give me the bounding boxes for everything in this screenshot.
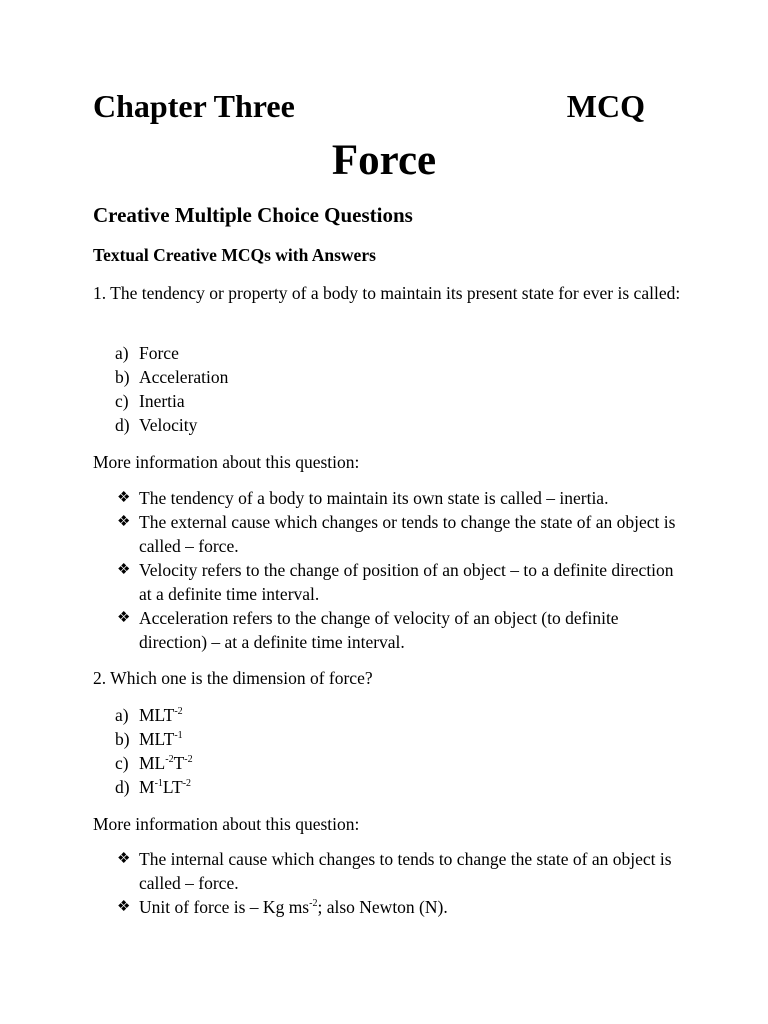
diamond-bullet-icon: ❖ — [117, 490, 131, 506]
mcq-label: MCQ — [566, 88, 645, 124]
formula-exponent: -2 — [184, 754, 193, 765]
diamond-bullet-icon: ❖ — [117, 899, 131, 915]
option-item — [93, 727, 683, 751]
formula-exponent: -1 — [154, 778, 163, 789]
note-text-part: Unit of force is – Kg ms — [139, 897, 310, 917]
option-item — [93, 751, 683, 775]
question-1-notes — [93, 486, 683, 654]
formula-exponent: -1 — [174, 730, 183, 741]
note-text: The external cause which changes or tends to change the state of an object is called – force. — [139, 512, 676, 556]
diamond-bullet-icon: ❖ — [117, 610, 131, 626]
option-letter: b) — [115, 367, 130, 387]
note-item — [93, 847, 683, 895]
formula-part: MLT — [139, 729, 175, 749]
option-item — [93, 389, 683, 413]
question-2-options — [93, 703, 683, 799]
more-info-label: More information about this question: — [93, 814, 360, 834]
option-item — [93, 365, 683, 389]
note-text — [139, 897, 448, 917]
formula-part: ML — [139, 753, 166, 773]
chapter-label: Chapter Three — [93, 88, 295, 124]
note-text-part: ; also Newton (N). — [317, 897, 448, 917]
option-text — [139, 727, 183, 751]
question-1 — [93, 281, 683, 305]
section-subheading: Textual Creative MCQs with Answers — [93, 245, 376, 265]
option-item — [93, 341, 683, 365]
option-letter: a) — [115, 705, 129, 725]
note-text: Velocity refers to the change of position of an object – to a definite direction at a definite time interval. — [139, 560, 674, 604]
diamond-bullet-icon: ❖ — [117, 514, 131, 530]
formula-part: LT — [162, 777, 183, 797]
unit-exponent: -2 — [309, 898, 318, 909]
option-text — [139, 703, 183, 727]
option-letter: d) — [115, 415, 130, 435]
question-2 — [93, 666, 683, 690]
option-item — [93, 775, 683, 799]
page-title: Force — [331, 137, 437, 184]
option-letter: d) — [115, 777, 130, 797]
question-text: 1. The tendency or property of a body to maintain its present state for ever is called: — [93, 283, 681, 303]
option-text: Velocity — [139, 415, 198, 435]
section-heading: Creative Multiple Choice Questions — [93, 203, 413, 227]
note-item — [93, 606, 683, 654]
note-text: The tendency of a body to maintain its own state is called – inertia. — [139, 488, 609, 508]
formula-exponent: -2 — [182, 778, 192, 789]
question-1-options — [93, 341, 683, 437]
note-item — [93, 510, 683, 558]
option-item — [93, 413, 683, 437]
formula-part: MLT — [139, 705, 175, 725]
option-text — [139, 751, 193, 775]
formula-part: T — [173, 753, 185, 773]
note-item — [93, 895, 683, 919]
chapter-header — [93, 88, 645, 128]
option-text: Force — [139, 343, 179, 363]
option-letter: b) — [115, 729, 130, 749]
formula-exponent: -2 — [165, 754, 174, 765]
option-text: Acceleration — [139, 367, 229, 387]
more-info-label: More information about this question: — [93, 452, 360, 472]
option-letter: c) — [115, 753, 129, 773]
diamond-bullet-icon: ❖ — [117, 562, 131, 578]
option-text — [139, 775, 191, 799]
note-item — [93, 486, 683, 510]
option-text: Inertia — [139, 391, 185, 411]
diamond-bullet-icon: ❖ — [117, 851, 131, 867]
option-item — [93, 703, 683, 727]
formula-part: M — [139, 777, 155, 797]
formula-exponent: -2 — [174, 706, 183, 717]
note-text: The internal cause which changes to tends to change the state of an object is called – force. — [139, 849, 672, 893]
note-item — [93, 558, 683, 606]
question-2-notes — [93, 847, 683, 919]
option-letter: c) — [115, 391, 129, 411]
option-letter: a) — [115, 343, 129, 363]
question-text: 2. Which one is the dimension of force? — [93, 668, 373, 688]
note-text: Acceleration refers to the change of velocity of an object (to definite direction) – at a definite time interval. — [139, 608, 619, 652]
